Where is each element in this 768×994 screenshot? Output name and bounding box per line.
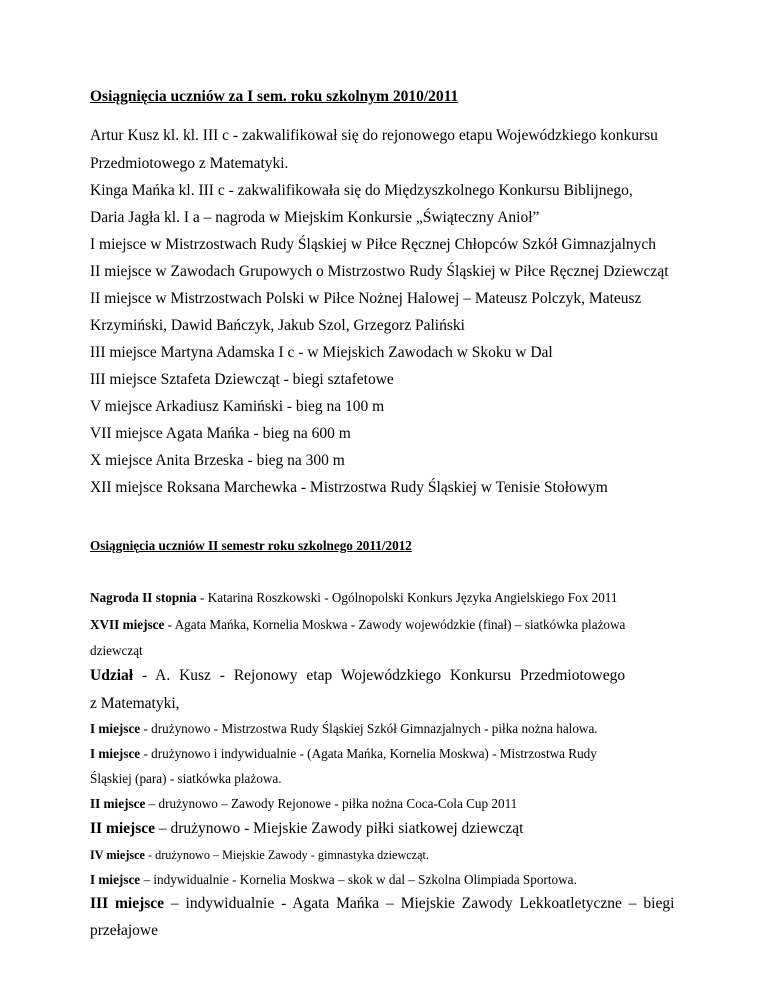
section1-line: II miejsce w Zawodach Grupowych o Mistrzostwo Rudy Śląskiej w Piłce Ręcznej Dziewcząt	[90, 263, 669, 280]
section1-heading: Osiągnięcia uczniów za I sem. roku szkolnym 2010/2011	[90, 88, 459, 105]
entry-label: I miejsce	[90, 721, 141, 736]
entry-text: - A. Kusz - Rejonowy etap Wojewódzkiego Konkursu Przedmiotowego	[133, 667, 626, 684]
entry-text: - Agata Mańka, Kornelia Moskwa - Zawody wojewódzkie (finał) – siatkówka plażowa	[164, 617, 626, 632]
entry-label: XVII miejsce	[90, 617, 165, 632]
entry-text: - drużynowo i indywidualnie - (Agata Mańka, Kornelia Moskwa) - Mistrzostwa Rudy	[140, 746, 597, 761]
entry-line	[90, 617, 625, 633]
entry-label: II miejsce	[90, 796, 146, 811]
entry-line	[90, 895, 674, 913]
entry-continuation: z Matematyki,	[90, 695, 180, 712]
entry-continuation: przełajowe	[90, 922, 158, 939]
section1-line: III miejsce Martyna Adamska I c - w Miejskich Zawodach w Skoku w Dal	[90, 344, 553, 361]
entry-line	[90, 746, 597, 762]
entry-text: - drużynowo - Mistrzostwa Rudy Śląskiej Szkół Gimnazjalnych - piłka nożna halowa.	[140, 721, 598, 736]
section1-line: III miejsce Sztafeta Dziewcząt - biegi sztafetowe	[90, 371, 394, 388]
section1-line: Artur Kusz kl. kl. III c - zakwalifikował się do rejonowego etapu Wojewódzkiego konkursu	[90, 127, 658, 144]
entry-text: – drużynowo - Miejskie Zawody piłki siatkowej dziewcząt	[155, 820, 524, 837]
entry-text: – indywidualnie - Agata Mańka – Miejskie Zawody Lekkoatletyczne – biegi	[164, 895, 675, 912]
entry-continuation: dziewcząt	[90, 643, 143, 658]
entry-line	[90, 796, 517, 812]
section1-line: Przedmiotowego z Matematyki.	[90, 155, 289, 172]
section1-line: Kinga Mańka kl. III c - zakwalifikowała się do Międzyszkolnego Konkursu Biblijnego,	[90, 182, 633, 199]
entry-line	[90, 721, 598, 737]
section1-line: V miejsce Arkadiusz Kamiński - bieg na 100 m	[90, 398, 385, 415]
entry-label: II miejsce	[90, 820, 155, 837]
entry-label: III miejsce	[90, 895, 165, 912]
entry-label: Udział	[90, 667, 134, 684]
section1-line: X miejsce Anita Brzeska - bieg na 300 m	[90, 452, 345, 469]
section1-line: Krzymiński, Dawid Bańczyk, Jakub Szol, Grzegorz Paliński	[90, 317, 465, 334]
entry-line	[90, 590, 617, 606]
section1-line: I miejsce w Mistrzostwach Rudy Śląskiej w Piłce Ręcznej Chłopców Szkół Gimnazjalnych	[90, 236, 657, 253]
entry-label: I miejsce	[90, 746, 141, 761]
entry-line	[90, 667, 625, 685]
entry-text: - Katarina Roszkowski - Ogólnopolski Konkurs Języka Angielskiego Fox 2011	[196, 590, 618, 605]
entry-label: Nagroda II stopnia	[90, 590, 197, 605]
entry-label: I miejsce	[90, 872, 141, 887]
entry-line	[90, 848, 429, 863]
entry-line	[90, 872, 577, 888]
section1-line: XII miejsce Roksana Marchewka - Mistrzostwa Rudy Śląskiej w Tenisie Stołowym	[90, 479, 608, 496]
entry-text: – drużynowo – Zawody Rejonowe - piłka nożna Coca-Cola Cup 2011	[145, 796, 518, 811]
entry-line	[90, 820, 523, 838]
section1-line: Daria Jagła kl. I a – nagroda w Miejskim Konkursie „Świąteczny Anioł”	[90, 209, 540, 226]
entry-text: - drużynowo – Miejskie Zawody - gimnastyka dziewcząt.	[144, 848, 429, 862]
section1-line: II miejsce w Mistrzostwach Polski w Piłce Nożnej Halowej – Mateusz Polczyk, Mateusz	[90, 290, 642, 307]
entry-continuation: Śląskiej (para) - siatkówka plażowa.	[90, 771, 282, 786]
entry-label: IV miejsce	[90, 848, 145, 862]
entry-text: – indywidualnie - Kornelia Moskwa – skok w dal – Szkolna Olimpiada Sportowa.	[140, 872, 577, 887]
section1-line: VII miejsce Agata Mańka - bieg na 600 m	[90, 425, 351, 442]
section2-heading: Osiągnięcia uczniów II semestr roku szkolnego 2011/2012	[90, 538, 412, 553]
